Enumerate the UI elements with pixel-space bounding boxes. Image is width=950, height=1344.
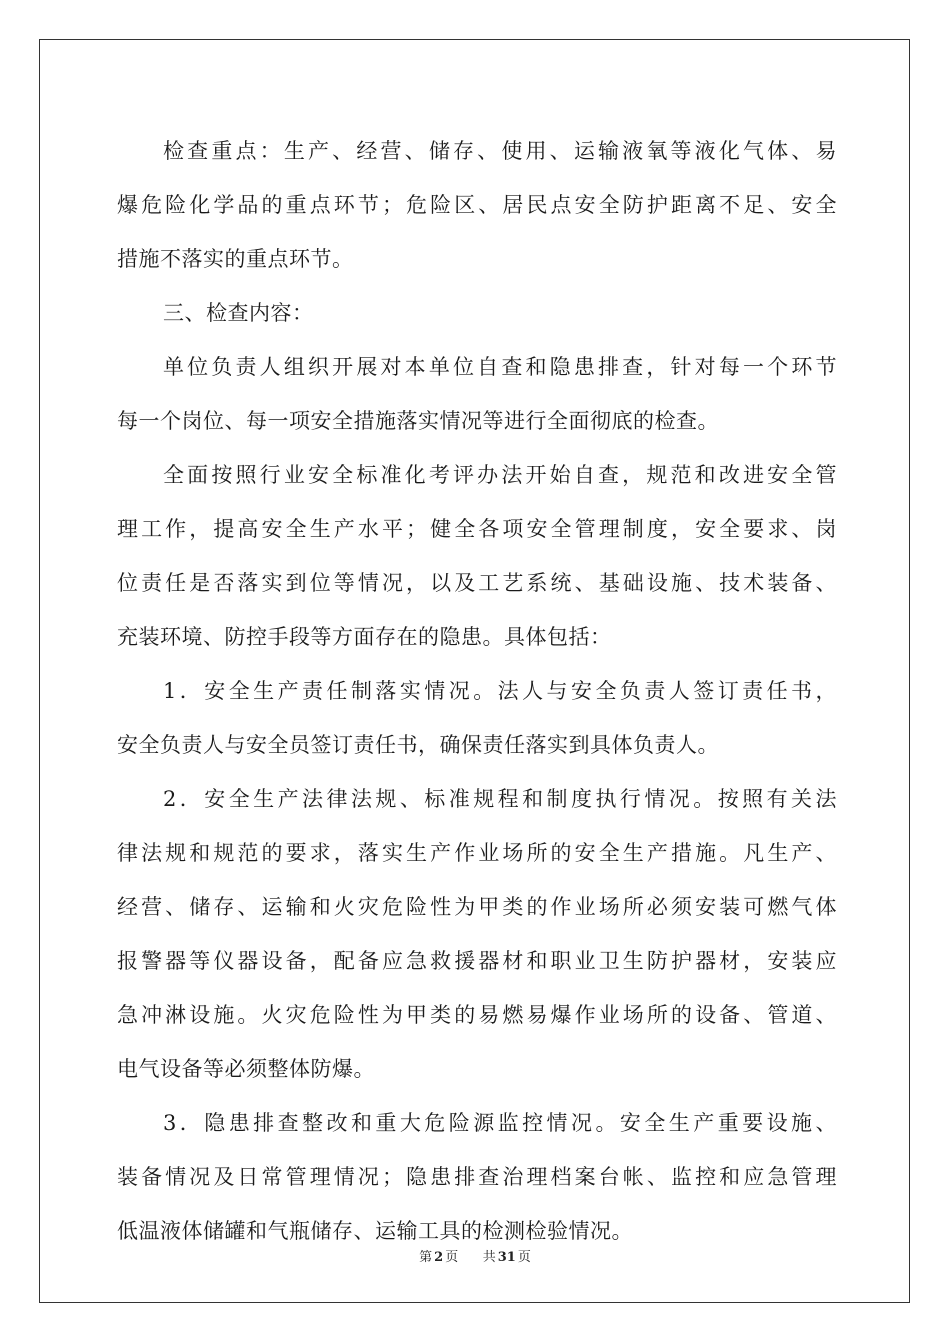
text-line: 3．隐患排查整改和重大危险源监控情况。安全生产重要设施、 xyxy=(163,1111,837,1135)
text-line: 单位负责人组织开展对本单位自查和隐患排查，针对每一个环节 xyxy=(163,355,837,379)
text-line: 爆危险化学品的重点环节；危险区、居民点安全防护距离不足、安全 xyxy=(117,193,837,217)
text-line: 电气设备等必须整体防爆。 xyxy=(117,1057,375,1081)
text-line: 理工作，提高安全生产水平；健全各项安全管理制度，安全要求、岗 xyxy=(117,517,837,541)
page-number-label xyxy=(417,1250,460,1265)
text-line: 每一个岗位、每一项安全措施落实情况等进行全面彻底的检查。 xyxy=(117,409,719,433)
text-line: 2．安全生产法律法规、标准规程和制度执行情况。按照有关法 xyxy=(163,787,837,811)
text-line: 位责任是否落实到位等情况，以及工艺系统、基础设施、技术装备、 xyxy=(117,571,837,595)
page-footer xyxy=(0,1246,950,1265)
total-suffix: 页 xyxy=(517,1250,531,1265)
text-line: 检查重点：生产、经营、储存、使用、运输液氧等液化气体、易 xyxy=(163,139,837,163)
total-pages-label xyxy=(481,1250,533,1265)
text-line: 1．安全生产责任制落实情况。法人与安全负责人签订责任书， xyxy=(163,679,837,703)
text-line: 律法规和规范的要求，落实生产作业场所的安全生产措施。凡生产、 xyxy=(117,841,837,865)
text-line: 全面按照行业安全标准化考评办法开始自查，规范和改进安全管 xyxy=(163,463,837,487)
text-line: 措施不落实的重点环节。 xyxy=(117,247,354,271)
text-line: 安全负责人与安全员签订责任书，确保责任落实到具体负责人。 xyxy=(117,733,719,757)
text-line: 装备情况及日常管理情况；隐患排查治理档案台帐、监控和应急管理 xyxy=(117,1165,837,1189)
page-prefix: 第 xyxy=(419,1250,433,1265)
total-pages: 31 xyxy=(497,1250,516,1265)
text-line: 报警器等仪器设备，配备应急救援器材和职业卫生防护器材，安装应 xyxy=(117,949,837,973)
page-suffix: 页 xyxy=(445,1250,459,1265)
page-number: 2 xyxy=(434,1250,444,1265)
text-line: 急冲淋设施。火灾危险性为甲类的易燃易爆作业场所的设备、管道、 xyxy=(117,1003,837,1027)
text-line: 低温液体储罐和气瓶储存、运输工具的检测检验情况。 xyxy=(117,1219,633,1243)
text-line: 经营、储存、运输和火灾危险性为甲类的作业场所必须安装可燃气体 xyxy=(117,895,837,919)
total-prefix: 共 xyxy=(482,1250,496,1265)
document-body xyxy=(117,130,837,1264)
text-line: 充装环境、防控手段等方面存在的隐患。具体包括： xyxy=(117,625,612,649)
section-heading: 三、检查内容： xyxy=(163,301,314,325)
